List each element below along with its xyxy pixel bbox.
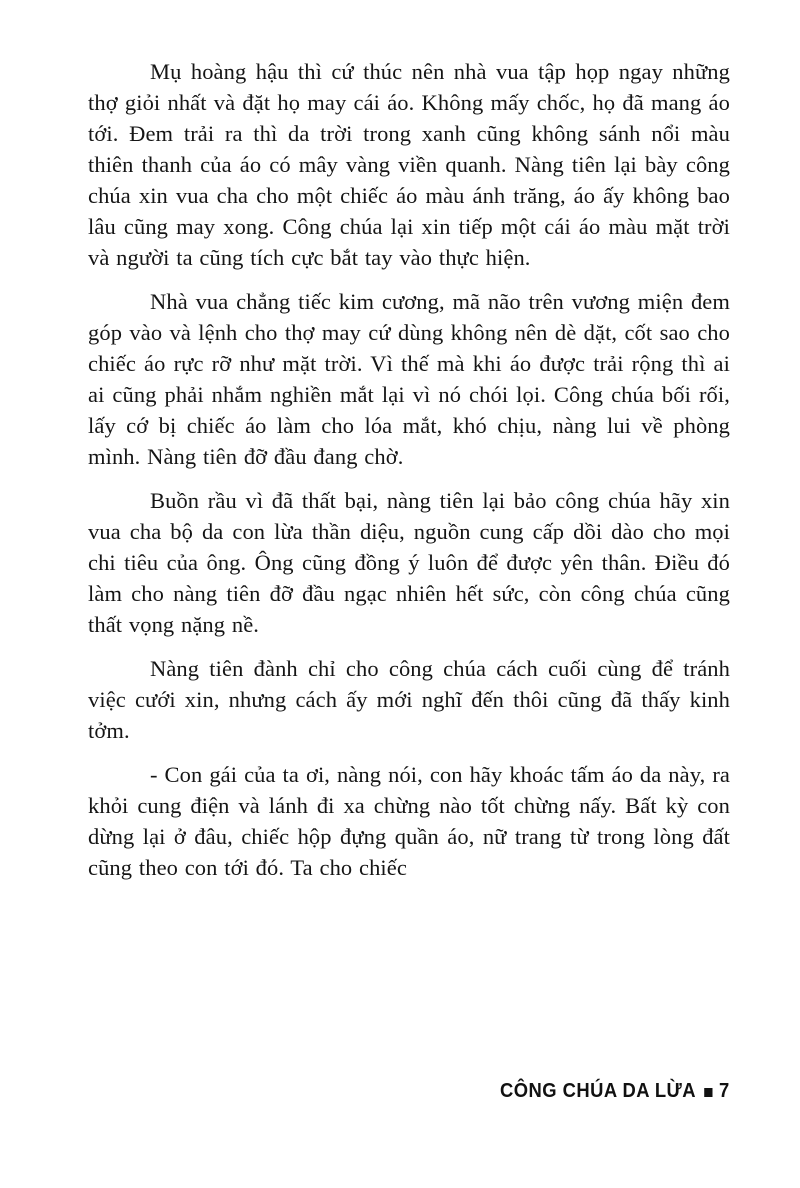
paragraph: - Con gái của ta ơi, nàng nói, con hãy khoác tấm áo da này, ra khỏi cung điện và lánh đi xa chừng nào tốt chừng nấy. Bất kỳ con dừng lại ở đâu, chiếc hộp đựng quần áo, nữ trang từ trong lòng đất cũng theo con tới đó. Ta cho chiếc	[88, 762, 730, 880]
page-footer	[500, 1080, 730, 1103]
page-number: 7	[719, 1080, 730, 1102]
paragraph: Nàng tiên đành chỉ cho công chúa cách cuối cùng để tránh việc cưới xin, nhưng cách ấy mới nghĩ đến thôi cũng đã thấy kinh tởm.	[88, 656, 730, 743]
paragraph: Buồn rầu vì đã thất bại, nàng tiên lại bảo công chúa hãy xin vua cha bộ da con lừa thần diệu, nguồn cung cấp dồi dào cho mọi chi tiêu của ông. Ông cũng đồng ý luôn để được yên thân. Điều đó làm cho nàng tiên đỡ đầu ngạc nhiên hết sức, còn công chúa cũng thất vọng nặng nề.	[88, 488, 730, 637]
paragraph: Mụ hoàng hậu thì cứ thúc nên nhà vua tập họp ngay những thợ giỏi nhất và đặt họ may cái áo. Không mấy chốc, họ đã mang áo tới. Đem trải ra thì da trời trong xanh cũng không sánh nổi màu thiên thanh của áo có mây vàng viền quanh. Nàng tiên lại bày công chúa xin vua cha cho một chiếc áo màu ánh trăng, áo ấy không bao lâu cũng may xong. Công chúa lại xin tiếp một cái áo màu mặt trời và người ta cũng tích cực bắt tay vào thực hiện.	[88, 59, 730, 270]
page-content	[88, 56, 730, 883]
footer-book-title: CÔNG CHÚA DA LỪA	[500, 1080, 697, 1102]
paragraph: Nhà vua chẳng tiếc kim cương, mã não trên vương miện đem góp vào và lệnh cho thợ may cứ dùng không nên dè dặt, cốt sao cho chiếc áo rực rỡ như mặt trời. Vì thế mà khi áo được trải rộng thì ai ai cũng phải nhắm nghiền mắt lại vì nó chói lọi. Công chúa bối rối, lấy cớ bị chiếc áo làm cho lóa mắt, khó chịu, nàng lui về phòng mình. Nàng tiên đỡ đầu đang chờ.	[88, 289, 730, 469]
footer-square-icon	[705, 1088, 713, 1097]
